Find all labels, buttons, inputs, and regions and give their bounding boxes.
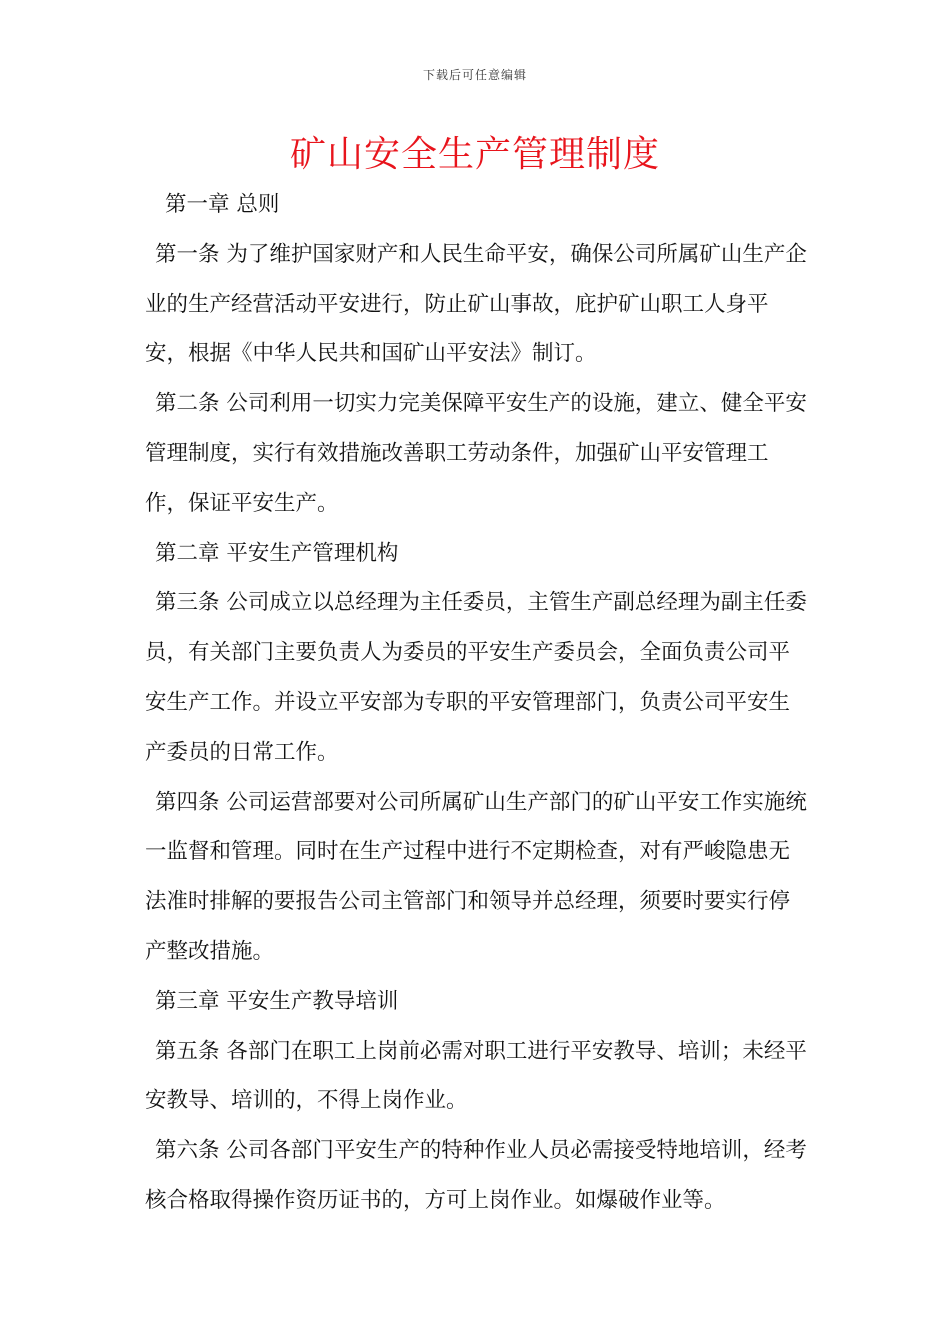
article-paragraph: 第三条 公司成立以总经理为主任委员，主管生产副总经理为副主任委员，有关部门主要负责人为委员的平安生产委员会，全面负责公司平安生产工作。并设立平安部为专职的平安管理部门，负责公司平安生产委员的日常工作。 bbox=[145, 590, 807, 765]
document-body bbox=[145, 180, 810, 1226]
article-paragraph: 第六条 公司各部门平安生产的特种作业人员必需接受特地培训，经考核合格取得操作资历证书的，方可上岗作业。如爆破作业等。 bbox=[145, 1138, 807, 1213]
chapter-heading: 第二章 平安生产管理机构 bbox=[155, 540, 399, 566]
article-paragraph: 第四条 公司运营部要对公司所属矿山生产部门的矿山平安工作实施统一监督和管理。同时在生产过程中进行不定期检查，对有严峻隐患无法准时排解的要报告公司主管部门和领导并总经理，须要时要实行停产整改措施。 bbox=[145, 789, 807, 964]
chapter-heading: 第三章 平安生产教导培训 bbox=[155, 988, 399, 1014]
header-note: 下载后可任意编辑 bbox=[422, 68, 527, 82]
article-paragraph: 第二条 公司利用一切实力完美保障平安生产的设施，建立、健全平安管理制度，实行有效措施改善职工劳动条件，加强矿山平安管理工作，保证平安生产。 bbox=[145, 391, 807, 516]
document-title: 矿山安全生产管理制度 bbox=[289, 134, 660, 175]
article-paragraph: 第一条 为了维护国家财产和人民生命平安，确保公司所属矿山生产企业的生产经营活动平安进行，防止矿山事故，庇护矿山职工人身平安，根据《中华人民共和国矿山平安法》制订。 bbox=[145, 241, 807, 367]
article-paragraph: 第五条 各部门在职工上岗前必需对职工进行平安教导、培训；未经平安教导、培训的，不得上岗作业。 bbox=[145, 1038, 807, 1114]
chapter-heading: 第一章 总则 bbox=[165, 192, 280, 217]
